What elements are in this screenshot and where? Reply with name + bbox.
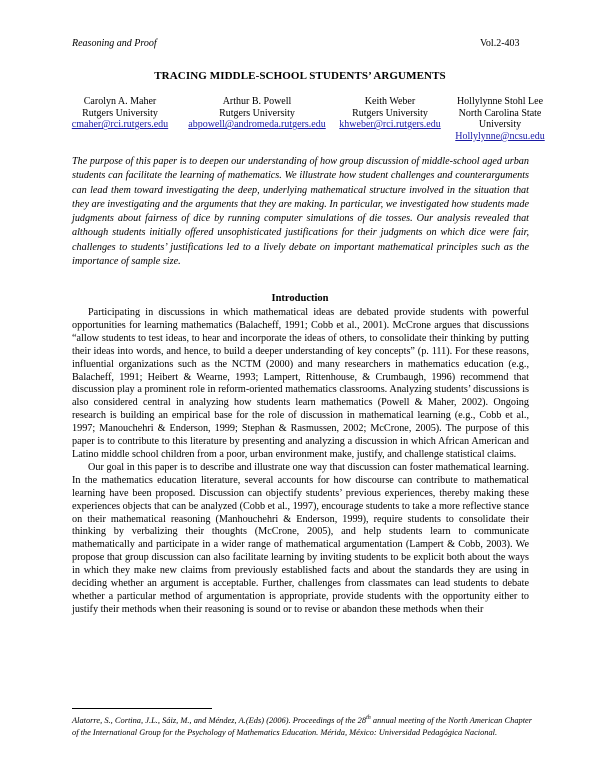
footnote-text: annual meeting of the North American Chapter of the International Group for the Psychology of Mathematics Education. Mérida, México: Universidad Pedagógica Nacional. bbox=[72, 715, 533, 738]
page-number: Vol.2-403 bbox=[480, 38, 520, 49]
footnote-text: Alatorre, S., Cortina, J.L., Sáiz, M., and Méndez, A.(Eds) (2006). Proceedings of the 28 bbox=[72, 715, 367, 725]
author-weber bbox=[335, 96, 445, 131]
author-maher bbox=[62, 96, 178, 131]
author-name: Carolyn A. Maher bbox=[83, 96, 157, 107]
footnote-divider bbox=[72, 708, 212, 709]
author-email-link[interactable]: khweber@rci.rutgers.edu bbox=[339, 119, 441, 131]
author-affiliation: Rutgers University bbox=[352, 107, 428, 119]
paper-title: TRACING MIDDLE-SCHOOL STUDENTS’ ARGUMENTS bbox=[154, 70, 446, 82]
author-name: Arthur B. Powell bbox=[222, 96, 292, 107]
author-name: Hollylynne Stohl Lee bbox=[456, 96, 544, 107]
author-affiliation: North Carolina State bbox=[458, 107, 542, 119]
paragraph: Participating in discussions in which mathematical ideas are debated provide students with powerful opportunities for learning mathematics (Balacheff, 1991; Cobb et al., 2001). McCrone argues that discussions “allow students to test ideas, to hear and incorporate the ideas of others, to consolidate their thinking by putting their ideas into words, and hence, to build a deeper understanding of key concepts” (p. 111). For these reasons, influential organizations such as the NCTM (2000) and many researchers in mathematics education (e.g., Balacheff, 1991; Heibert & Wearne, 1993; Lampert, Rittenhouse, & Crumbaugh, 1996) recommend that discussion play a prominent role in reform-oriented mathematics classrooms. Analyzing students’ discussions is also considered central in analyzing how students learn mathematics (Powell & Maher, 2002). Ongoing research is building an empirical base for the role of discussion in mathematical learning (e.g., Cobb et al., 1997; Manouchehri & Enderson, 1999; Stephan & Rasmussen, 2002; McCrone, 2005). The purpose of this paper is to contribute to this literature by presenting and analyzing a discussion in which African American and Latino middle school children from a poor, urban environment make, justify, and challenge statistical claims. bbox=[72, 307, 529, 460]
author-name: Keith Weber bbox=[364, 96, 416, 107]
author-affiliation: Rutgers University bbox=[82, 107, 158, 119]
author-email-link[interactable]: Hollylynne@ncsu.edu bbox=[455, 130, 545, 142]
author-affiliation: Rutgers University bbox=[219, 107, 295, 119]
abstract: The purpose of this paper is to deepen our understanding of how group discussion of middle-school aged urban students can facilitate the learning of mathematics. We illustrate how student challenges and counterarguments can lead them toward investigating the deep, underlying mathematical structure involved in the situation that they are investigating and the arguments that they are making. In particular, we investigated how students made judgments about fairness of dice by running computer simulations of die tosses. Our analysis revealed that although students initially offered unsophisticated justifications for their judgments on which dice were fair, challenges to students’ justifications led to a lively debate on important mathematical principles such as the importance of sample size. bbox=[72, 156, 529, 268]
author-email-link[interactable]: abpowell@andromeda.rutgers.edu bbox=[188, 119, 326, 131]
author-affiliation: University bbox=[478, 119, 522, 131]
section-heading: Introduction bbox=[271, 293, 329, 304]
author-powell bbox=[182, 96, 332, 131]
running-header-left: Reasoning and Proof bbox=[72, 38, 157, 49]
author-email-link[interactable]: cmaher@rci.rutgers.edu bbox=[71, 119, 169, 131]
section-body bbox=[72, 307, 529, 617]
footnote bbox=[72, 712, 532, 740]
paragraph: Our goal in this paper is to describe and illustrate one way that discussion can foster mathematical learning. In the mathematics education literature, several accounts for how discourse can contribute to mathematical learning have been proposed. Discussion can objectify students’ previous experiences, thereby making these experiences objects that can be analyzed (Cobb et al., 1997), encourage students to take a more reflective stance on their mathematical reasoning (Manhouchehri & Enderson, 1999), require students to consolidate their thinking by verbalizing their thoughts (McCrone, 2005), and help students learn to communicate mathematically and participate in a wider range of mathematical argumentation (Lampert & Cobb, 2003). We propose that group discussion can also facilitate learning by inviting students to be explicit both about the ways in which they make new claims from previously established facts and about the standards they are using in deciding whether an argument is acceptable. Further, challenges from classmates can lead students to debate whether a particular method of argumentation is appropriate, provide students with the opportunity either to justify their methods when their reasoning is sound or to revise or abandon these methods when their bbox=[72, 461, 529, 615]
author-lee bbox=[448, 96, 552, 142]
footnote-superscript: th bbox=[366, 715, 371, 721]
